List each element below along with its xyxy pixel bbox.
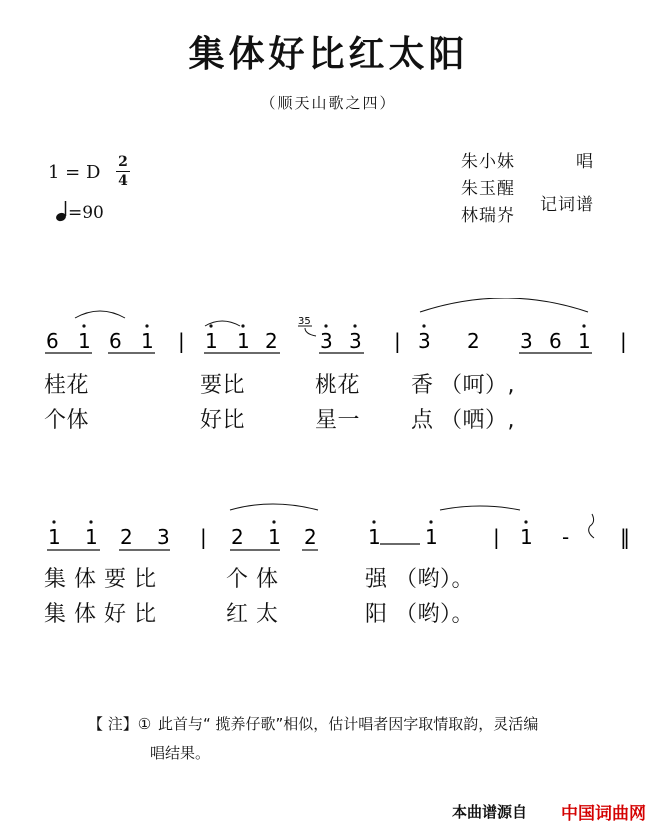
slur [230, 504, 318, 510]
note: 2 [467, 329, 480, 353]
lyric: 要比 [200, 373, 246, 398]
barline: | [394, 329, 401, 353]
lyric: 星一 [315, 408, 361, 433]
note: 1 [141, 329, 154, 353]
note: 6 [109, 329, 122, 353]
lyric: 集体要比 [44, 567, 165, 592]
recorder-name-2: 林瑞岕 [461, 206, 515, 226]
note: 3 [520, 329, 533, 353]
lyric: 个体 [44, 408, 90, 433]
lyric: 香 [411, 373, 434, 398]
grace-note: 35 [298, 316, 311, 327]
glissando [589, 514, 594, 538]
note: 1 [520, 525, 533, 549]
lyric: 点 [411, 408, 434, 433]
singer-role: 唱 [576, 152, 594, 172]
lyric: 阳 [365, 602, 388, 627]
note: - [562, 525, 570, 549]
staff1-notation [0, 298, 657, 368]
note: 1 [48, 525, 61, 549]
lyric: 集体好比 [44, 602, 165, 627]
note: 3 [320, 329, 333, 353]
time-signature [116, 154, 130, 189]
recorder-role: 记词谱 [540, 195, 594, 215]
lyric: （呵）, [440, 373, 515, 398]
note: 1 [85, 525, 98, 549]
lyric: （哟）。 [395, 567, 475, 592]
barline: | [178, 329, 185, 353]
lyric: 个体 [226, 567, 287, 592]
source-label: 本曲谱源自 [452, 803, 528, 821]
time-signature-bottom: 4 [118, 173, 128, 189]
barline: | [493, 525, 500, 549]
note: 6 [549, 329, 562, 353]
lyric: （哟）。 [395, 602, 475, 627]
note-text-line2: 唱结果。 [150, 744, 211, 762]
note: 1 [205, 329, 218, 353]
barline: | [620, 329, 627, 353]
lyric: 桃花 [315, 373, 361, 398]
staff2-notation [0, 500, 657, 562]
note: 2 [304, 525, 317, 549]
slur [75, 311, 125, 318]
slur [440, 506, 520, 510]
song-title: 集体好比红太阳 [188, 34, 469, 75]
recorder-name-1: 朱玉醒 [461, 179, 515, 199]
final-barline: ‖ [620, 525, 630, 549]
note: 3 [418, 329, 431, 353]
note: 1 [78, 329, 91, 353]
note: 2 [120, 525, 133, 549]
note: 1 [578, 329, 591, 353]
slur [420, 298, 588, 312]
barline: | [200, 525, 207, 549]
note: 3 [349, 329, 362, 353]
note-text-line1: 此首与“ 揽养仔歌”相似，估计唱者因字取情取韵，灵活编 [158, 715, 539, 733]
note: 1 [425, 525, 438, 549]
note-label: 【 注】① [88, 715, 152, 733]
tempo-marking [56, 200, 104, 223]
key-signature: 1 = D [48, 162, 101, 183]
lyric: 红太 [226, 602, 287, 627]
lyric: 强 [365, 567, 388, 592]
note: 1 [268, 525, 281, 549]
lyric: 桂花 [44, 373, 90, 398]
note: 1 [368, 525, 381, 549]
lyric: 好比 [200, 408, 246, 433]
time-signature-top: 2 [118, 154, 128, 170]
note: 2 [231, 525, 244, 549]
note: 1 [237, 329, 250, 353]
note: 2 [265, 329, 278, 353]
note: 6 [46, 329, 59, 353]
note: 3 [157, 525, 170, 549]
singer-name: 朱小妹 [461, 152, 515, 172]
tempo-value: =90 [68, 203, 104, 223]
site-link[interactable]: 中国词曲网 [561, 804, 646, 824]
quarter-note-icon [56, 200, 68, 222]
lyric: （哂）, [440, 408, 515, 433]
song-subtitle: （顺天山歌之四） [260, 94, 397, 112]
